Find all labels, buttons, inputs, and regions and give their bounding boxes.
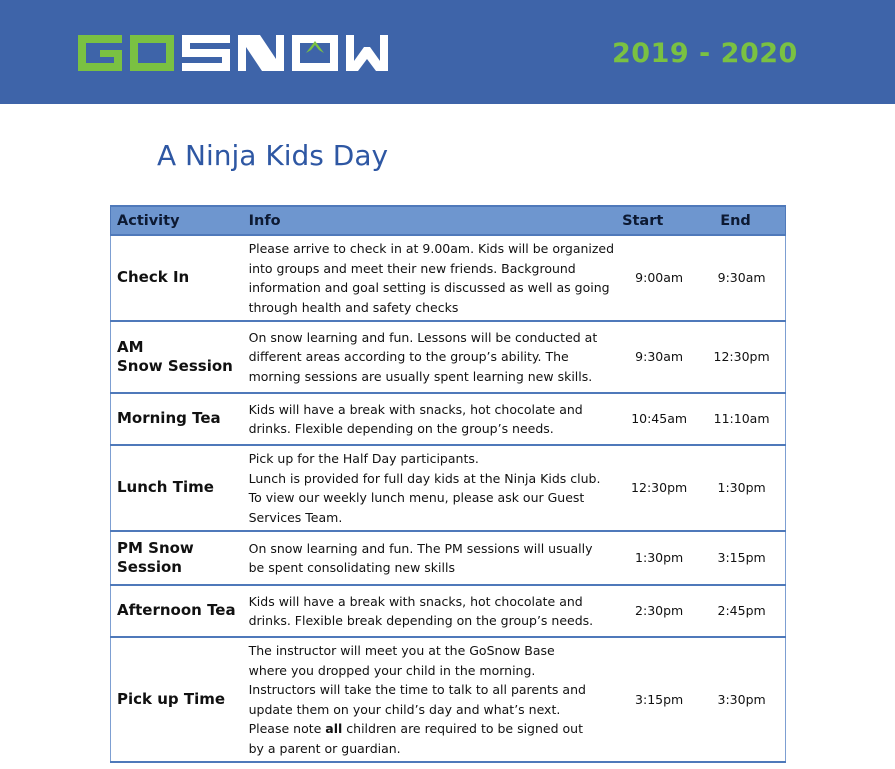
gosnow-logo <box>70 33 410 73</box>
activity-cell: AM Snow Session <box>111 321 243 393</box>
table-row <box>111 235 786 321</box>
end-time: 3:15pm <box>698 531 785 585</box>
svg-text:GOSNOW: GOSNOW <box>70 33 75 34</box>
end-time: 9:30am <box>698 235 785 321</box>
end-time: 12:30pm <box>698 321 785 393</box>
activity-cell: Morning Tea <box>111 393 243 445</box>
start-time: 9:30am <box>620 321 698 393</box>
start-time: 3:15pm <box>620 637 698 762</box>
start-time: 10:45am <box>620 393 698 445</box>
info-cell: Please arrive to check in at 9.00am. Kids will be organized into groups and meet their new friends. Background information and goal setting is discussed as well as going through health and safety checks <box>243 235 620 321</box>
end-time: 11:10am <box>698 393 785 445</box>
activity-cell: Afternoon Tea <box>111 585 243 637</box>
table-row <box>111 531 786 585</box>
start-time: 9:00am <box>620 235 698 321</box>
end-time: 1:30pm <box>698 445 785 531</box>
signout-note: Please note all children are required to be signed out <box>248 721 583 736</box>
info-cell: On snow learning and fun. The PM sessions will usually be spent consolidating new skills <box>243 531 620 585</box>
header-start: Start <box>620 206 698 235</box>
table-row <box>111 445 786 531</box>
header-info: Info <box>243 206 620 235</box>
activity-cell: Lunch Time <box>111 445 243 531</box>
info-cell: On snow learning and fun. Lessons will be conducted at different areas according to the group’s ability. The morning sessions are usually spent learning new skills. <box>243 321 620 393</box>
table-row <box>111 321 786 393</box>
page-title: A Ninja Kids Day <box>157 139 389 172</box>
header-banner <box>0 0 895 104</box>
table-row <box>111 637 786 762</box>
start-time: 1:30pm <box>620 531 698 585</box>
end-time: 3:30pm <box>698 637 785 762</box>
header-end: End <box>698 206 785 235</box>
info-cell: Kids will have a break with snacks, hot chocolate and drinks. Flexible break depending on the group’s needs. <box>243 585 620 637</box>
table-row <box>111 585 786 637</box>
activity-cell: Check In <box>111 235 243 321</box>
schedule-table <box>110 205 786 763</box>
table-row <box>111 393 786 445</box>
header-activity: Activity <box>111 206 243 235</box>
info-cell: The instructor will meet you at the GoSnow Base where you dropped your child in the morning. Instructors will take the time to talk to all parents and update them on your child’s day and what’s next. Please note all children are required to be signed out by a parent or guardian. <box>243 637 620 762</box>
table-header-row <box>111 206 786 235</box>
activity-cell: Pick up Time <box>111 637 243 762</box>
info-cell: Kids will have a break with snacks, hot chocolate and drinks. Flexible depending on the group’s needs. <box>243 393 620 445</box>
start-time: 12:30pm <box>620 445 698 531</box>
start-time: 2:30pm <box>620 585 698 637</box>
end-time: 2:45pm <box>698 585 785 637</box>
info-cell: Pick up for the Half Day participants. Lunch is provided for full day kids at the Ninja Kids club. To view our weekly lunch menu, please ask our Guest Services Team. <box>243 445 620 531</box>
activity-cell: PM Snow Session <box>111 531 243 585</box>
season-year: 2019 - 2020 <box>612 38 798 69</box>
